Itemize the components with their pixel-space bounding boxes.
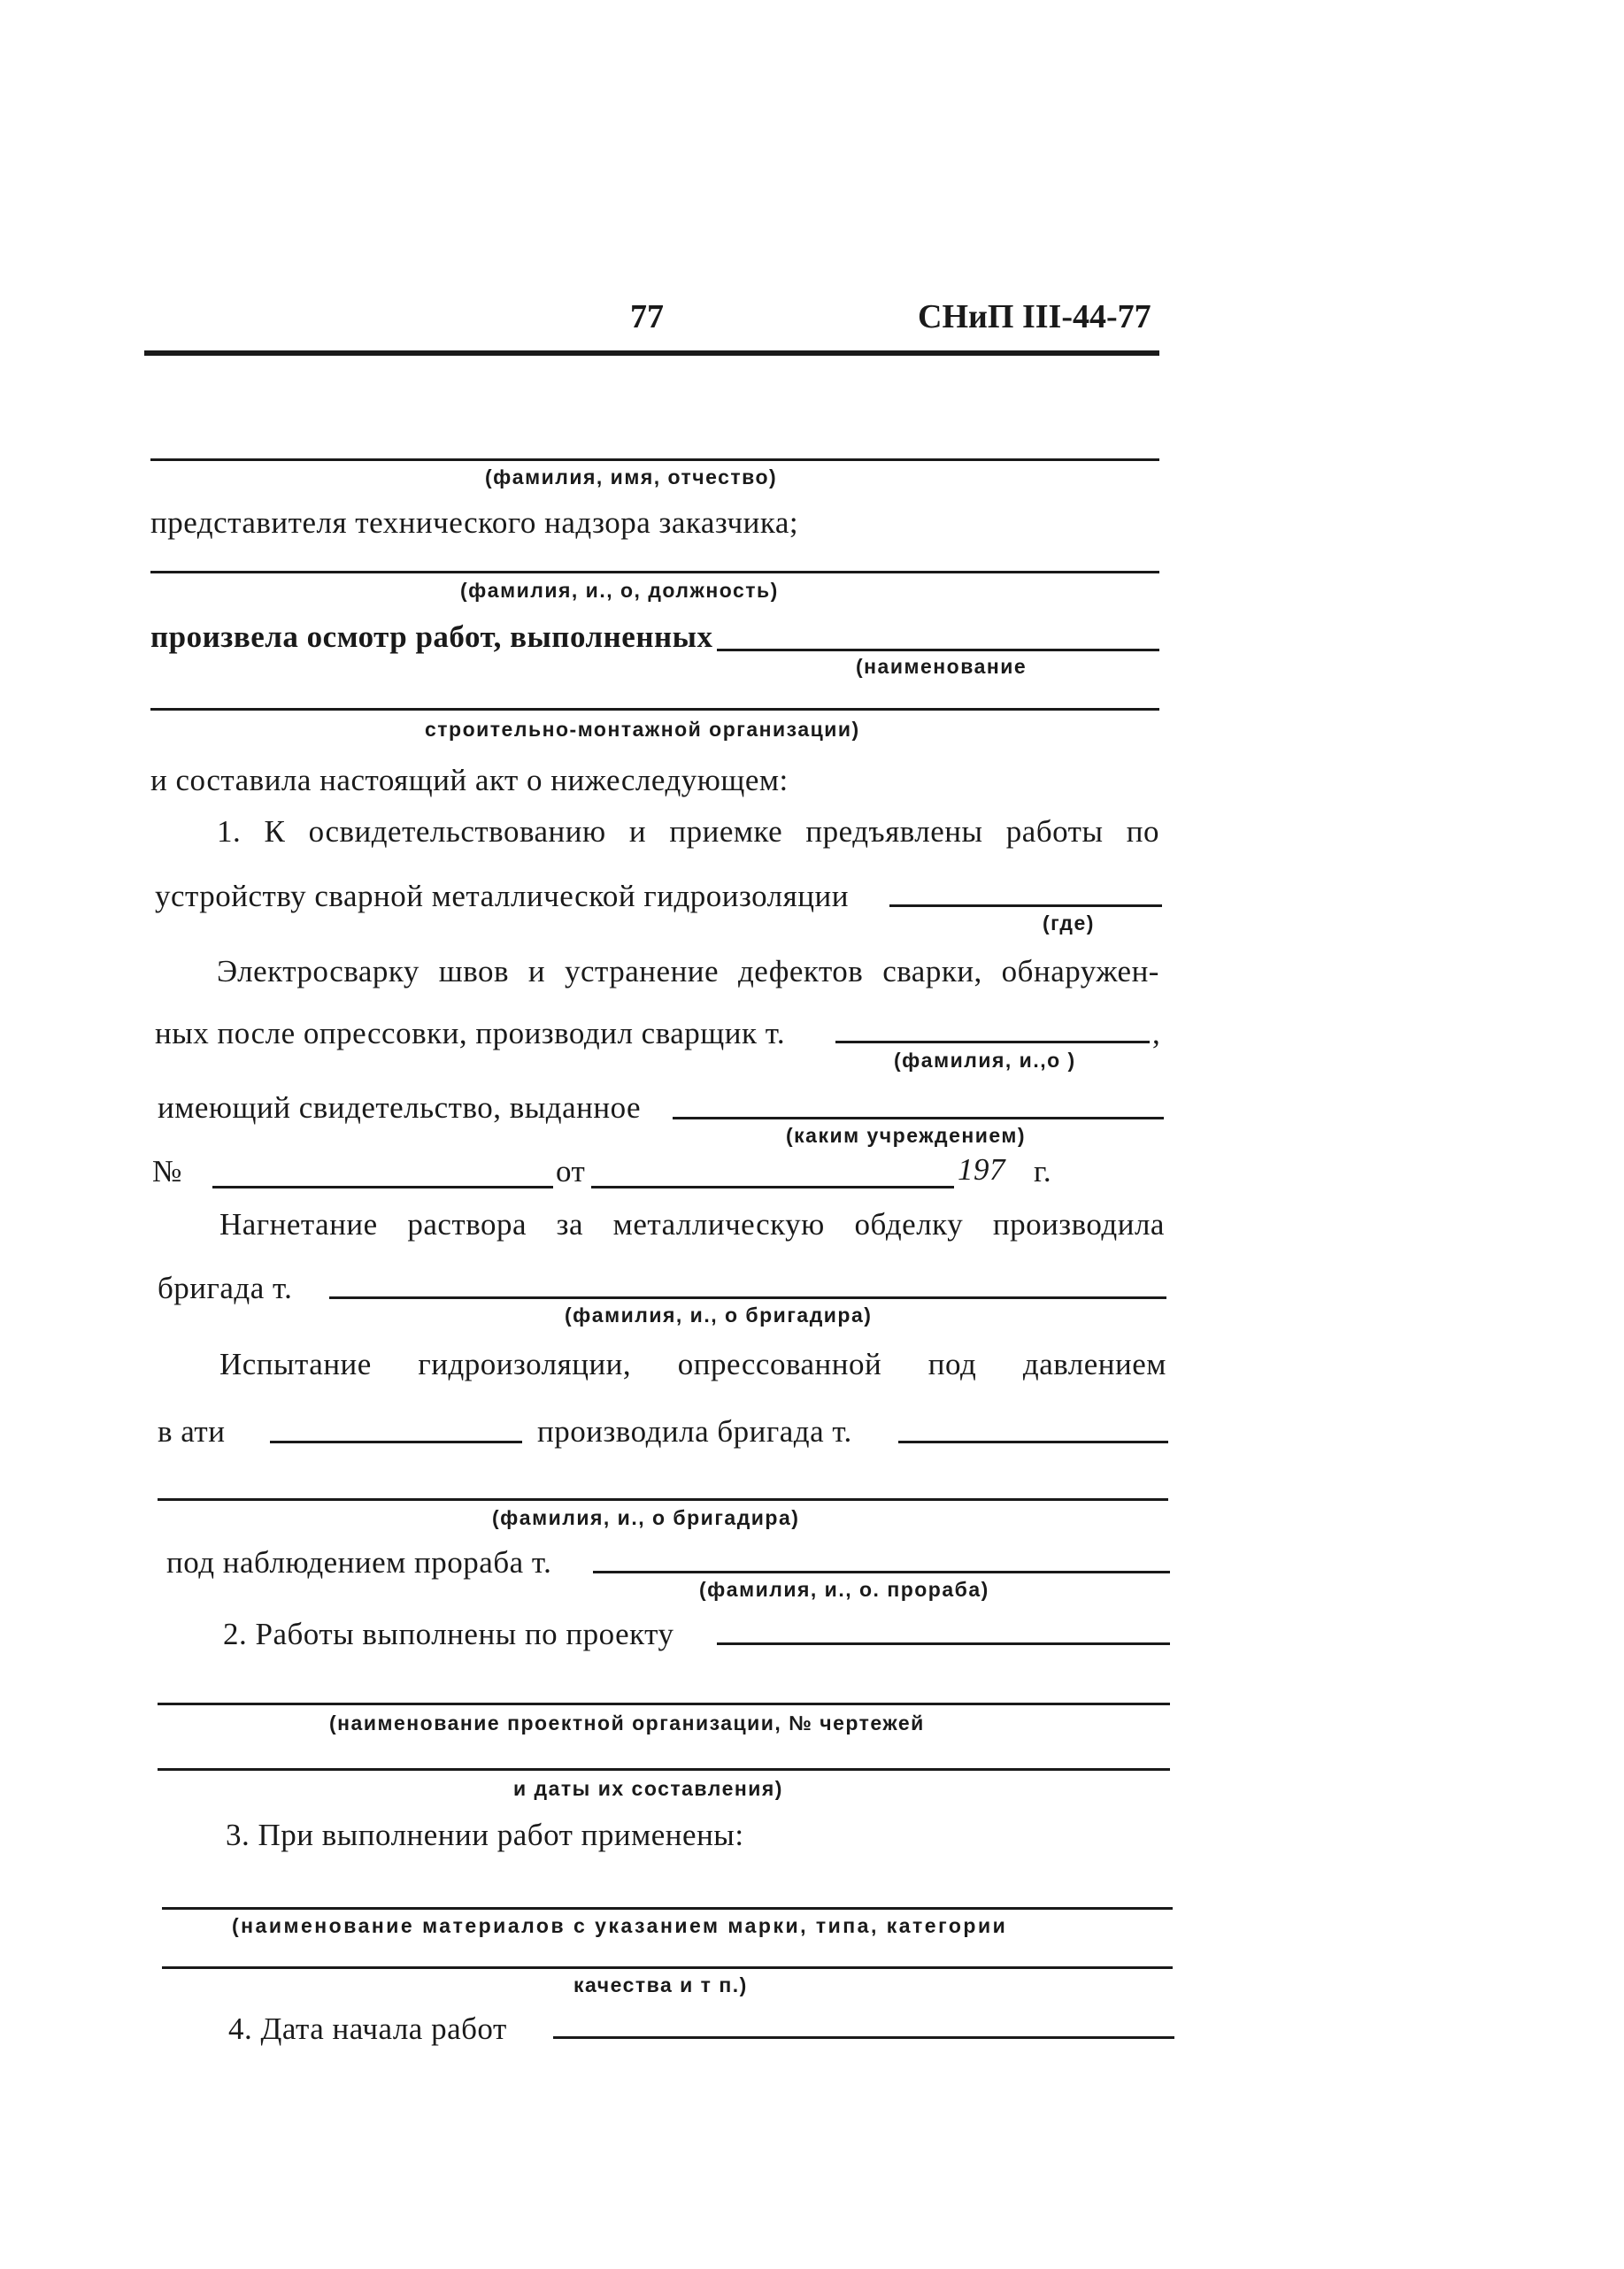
fill-line-foreman — [593, 1571, 1170, 1573]
caption-institution: (каким учреждением) — [786, 1124, 1027, 1147]
text-weld-line1: Электросварку швов и устранение дефектов сварки, обнаружен- — [217, 954, 1159, 988]
text-p4: 4. Дата начала работ — [228, 2011, 507, 2046]
fill-line-number — [212, 1186, 553, 1188]
fill-line-organization — [150, 708, 1159, 711]
fill-line-performed — [717, 649, 1159, 651]
text-test-line1: Испытание гидроизоляции, опрессованной под давлением — [219, 1347, 1166, 1381]
fill-line-brigadier-2 — [158, 1498, 1168, 1501]
fill-line-brigade — [329, 1296, 1166, 1299]
caption-materials-1: (наименование материалов с указанием марки, типа, категории — [232, 1914, 1008, 1937]
fill-line-materials-quality — [162, 1966, 1173, 1969]
caption-brigadier-1: (фамилия, и., о бригадира) — [565, 1304, 873, 1327]
caption-fio-short: (фамилия, и.,о ) — [894, 1049, 1076, 1072]
caption-brigadier-2: (фамилия, и., о бригадира) — [492, 1506, 800, 1529]
text-brigade: бригада т. — [158, 1271, 293, 1305]
fill-line-ati — [270, 1441, 522, 1443]
caption-project-2: и даты их составления) — [513, 1777, 783, 1800]
caption-fio-full: (фамилия, имя, отчество) — [485, 465, 778, 488]
text-certificate: имеющий свидетельство, выданное — [158, 1090, 642, 1125]
caption-fio-position: (фамилия, и., о, должность) — [460, 579, 779, 602]
text-p1-line2: устройству сварной металлической гидроизоляции — [155, 879, 849, 913]
fill-line-where — [889, 904, 1162, 907]
text-weld-comma: , — [1152, 1016, 1161, 1050]
fill-line-project-org — [158, 1703, 1170, 1705]
text-produced: производила бригада т. — [537, 1414, 852, 1449]
caption-name-1: (наименование — [856, 655, 1028, 678]
fill-line-fio-position — [150, 571, 1159, 573]
text-inject-line1: Нагнетание раствора за металлическую обделку производила — [219, 1207, 1165, 1242]
fill-line-start-date — [553, 2036, 1174, 2039]
text-ati: в ати — [158, 1414, 226, 1449]
text-number-sign: № — [152, 1154, 182, 1188]
caption-materials-2: качества и т п.) — [573, 1973, 748, 1996]
text-p1-line1: 1. К освидетельствованию и приемке предъявлены работы по — [217, 814, 1159, 849]
text-inspect: произвела осмотр работ, выполненных — [150, 619, 713, 654]
text-weld-line2: ных после опрессовки, производил сварщик т. — [155, 1016, 786, 1050]
fill-line-welder — [835, 1041, 1150, 1043]
caption-where: (где) — [1043, 911, 1095, 935]
caption-project-1: (наименование проектной организации, № чертежей — [329, 1711, 925, 1734]
caption-foreman: (фамилия, и., о. прораба) — [699, 1578, 989, 1601]
text-year: 197 — [958, 1152, 1005, 1187]
text-year-suffix: г. — [1034, 1154, 1052, 1188]
fill-line-date — [591, 1186, 954, 1188]
page-number: 77 — [630, 298, 664, 335]
text-from: от — [556, 1154, 586, 1188]
text-compose: и составила настоящий акт о нижеследующем: — [150, 763, 789, 797]
fill-line-produced — [898, 1441, 1168, 1443]
fill-line-fio-full — [150, 458, 1159, 461]
text-p2: 2. Работы выполнены по проекту — [223, 1617, 674, 1651]
text-p3: 3. При выполнении работ применены: — [226, 1818, 744, 1852]
fill-line-project — [717, 1642, 1170, 1645]
fill-line-project-dates — [158, 1768, 1170, 1771]
caption-name-2: строительно-монтажной организации) — [425, 718, 860, 741]
text-foreman: под наблюдением прораба т. — [166, 1545, 552, 1580]
text-rep-tech: представителя технического надзора заказчика; — [150, 505, 799, 540]
fill-line-certificate — [673, 1117, 1164, 1119]
document-code: СНиП III-44-77 — [918, 298, 1151, 335]
header-rule — [144, 350, 1159, 356]
fill-line-materials — [162, 1907, 1173, 1910]
